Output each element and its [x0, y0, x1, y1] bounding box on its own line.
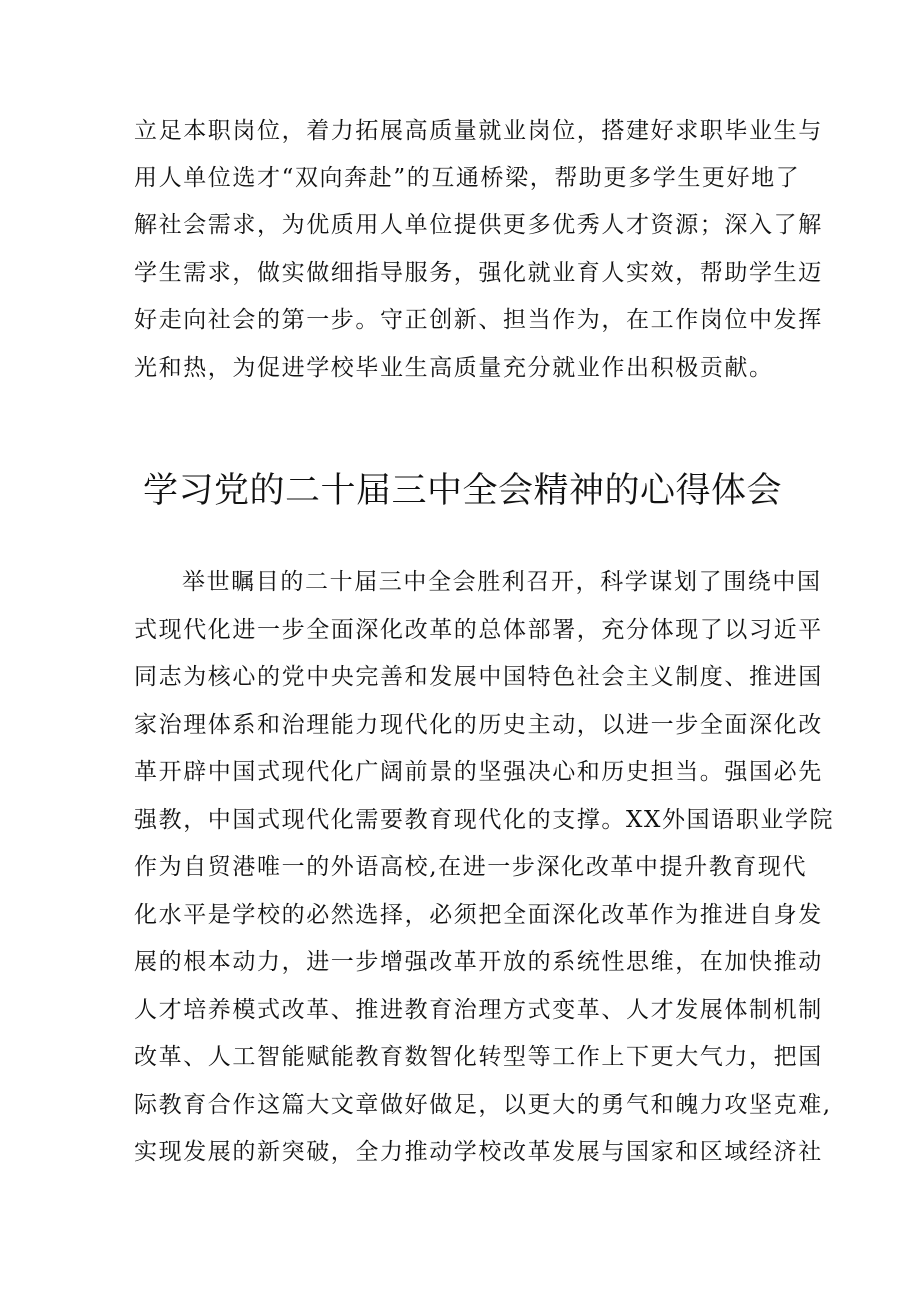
paragraph-line: 人才培养模式改革、推进教育治理方式变革、人才发展体制机制: [134, 997, 823, 1023]
paragraph-line: 光和热，为促进学校毕业生高质量充分就业作出积极贡献。: [134, 355, 774, 381]
paragraph-line: 解社会需求，为优质用人单位提供更多优秀人才资源；深入了解: [134, 212, 823, 238]
paragraph-line: 展的根本动力，进一步增强改革开放的系统性思维，在加快推动: [134, 949, 823, 975]
paragraph-line: 学生需求，做实做细指导服务，强化就业育人实效，帮助学生迈: [134, 260, 823, 286]
paragraph-line: 强教，中国式现代化需要教育现代化的支撑。XX外国语职业学院: [134, 807, 835, 833]
paragraph-line: 际教育合作这篇大文章做好做足，以更大的勇气和魄力攻坚克难,: [134, 1092, 832, 1118]
paragraph-line: 用人单位选才“双向奔赴”的互通桥梁，帮助更多学生更好地了: [134, 165, 801, 191]
paragraph-line: 好走向社会的第一步。守正创新、担当作为，在工作岗位中发挥: [134, 307, 823, 333]
paragraph-line: 化水平是学校的必然选择，必须把全面深化改革作为推进自身发: [134, 902, 823, 928]
paragraph-line: 同志为核心的党中央完善和发展中国特色社会主义制度、推进国: [134, 664, 823, 690]
paragraph-line: 家治理体系和治理能力现代化的历史主动，以进一步全面深化改: [134, 712, 823, 738]
paragraph-line: 举世瞩目的二十届三中全会胜利召开，科学谋划了围绕中国: [182, 569, 822, 595]
paragraph-line: 立足本职岗位，着力拓展高质量就业岗位，搭建好求职毕业生与: [134, 118, 823, 144]
paragraph-line: 改革、人工智能赋能教育数智化转型等工作上下更大气力，把国: [134, 1044, 823, 1070]
paragraph-line: 作为自贸港唯一的外语高校,在进一步深化改革中提升教育现代: [134, 854, 808, 880]
document-heading: 学习党的二十届三中全会精神的心得体会: [143, 471, 783, 511]
paragraph-line: 实现发展的新突破，全力推动学校改革发展与国家和区域经济社: [134, 1139, 823, 1165]
paragraph-line: 革开辟中国式现代化广阔前景的坚强决心和历史担当。强国必先: [134, 759, 823, 785]
paragraph-line: 式现代化进一步全面深化改革的总体部署，充分体现了以习近平: [134, 617, 823, 643]
